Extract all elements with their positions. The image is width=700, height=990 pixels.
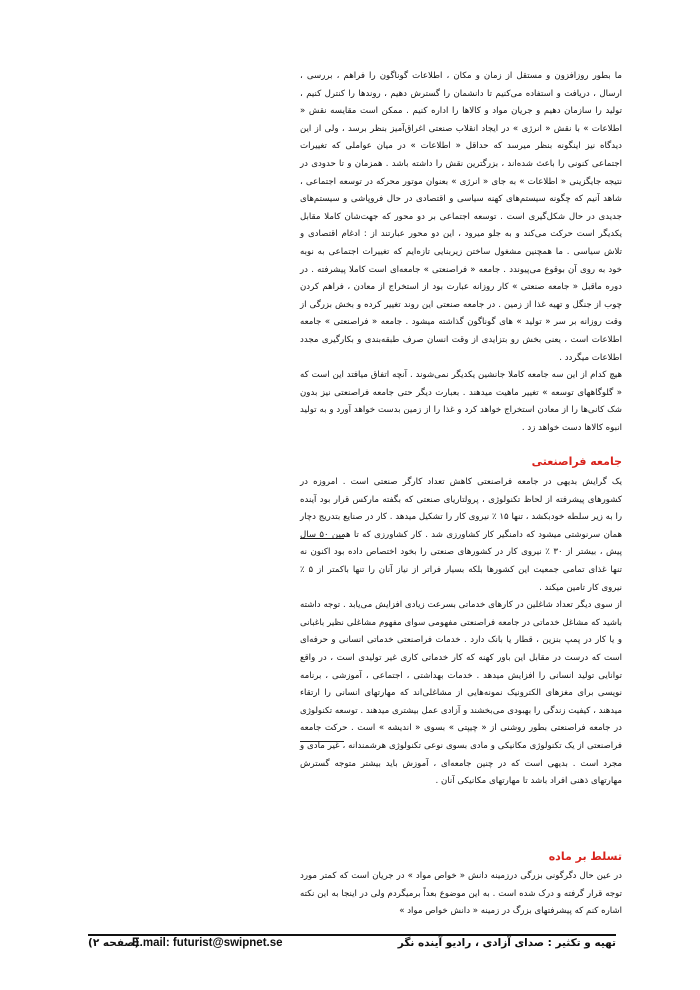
page-number: (صفحه ۲) [88,937,140,949]
divider-line [300,538,344,539]
section-paragraph: در عین حال دگرگونی بزرگی درزمینه دانش « خواص مواد » در جریان است که کمتر مورد توجه قرار گرفته و درک شده است . به این موضوع بعداً برمیگردم ولی در اینجا به این نکته اشاره کنم که پیشرفتهای بزرگ در زمینه « دانش خواص مواد » [300,871,622,917]
section-heading-post-industrial: جامعه فراصنعتی [531,455,622,468]
intro-text [300,68,622,437]
intro-paragraph: ما بطور روزافزون و مستقل از زمان و مکان ، اطلاعات گوناگون را فراهم ، بررسی ، ارسال ، دریافت و استفاده می‌کنیم تا دانشمان را گسترش دهیم ، روندها را کنترل کنیم ، تولید را سازمان دهیم و جریان مواد و کالاها را اداره کنیم . ممکن است مقایسه نقش « اطلاعات » با نقش « انرژی » در ایجاد انقلاب صنعتی اغراق‌آمیز بنظر برسد ، ولی از این دیدگاه نیز اینگونه بنظر میرسد که حداقل « اطلاعات » در میان عواملی که تغییرات اجتماعی کنونی را باعث شده‌اند ، بزرگترین نقش را داشته باشد . همزمان و تا حدودی در نتیجه جایگزینی « اطلاعات » به جای « انرژی » بعنوان موتور محرکه در توسعه اجتماعی ، شاهد آنیم که چگونه سیستم‌های کهنه سیاسی و اقتصادی در حال فروپاشی و سیستم‌های جدیدی در حال شکل‌گیری است . توسعه اجتماعی بر دو محور که جهت‌شان کاملا مقابل یکدیگر است حرکت می‌کند و به جلو میرود ، این دو محور عبارتند از : ادغام اقتصادی و تلاش سیاسی . ما همچنین مشغول ساختن زیربنایی تازه‌ایم که تغییرات اجتماعی به نوبه خود به روی آن بوقوع می‌پیوندد . جامعه « فراصنعتی » جامعه‌ای است کاملا پیشرفته . در دوره ماقبل « جامعه صنعتی » کار روزانه عبارت بود از استخراج از معادن ، فراهم کردن چوب از جنگل و تهیه غذا از زمین . در جامعه صنعتی این روند تغییر کرده و بخش بزرگی از وقت روزانه بر سر « تولید » های گوناگون گذاشته میشود . جامعه « فراصنعتی » جامعه اطلاعات است ، یعنی بخش رو بتزایدی از وقت انسان صرف طبقه‌بندی و بکارگیری مجدد اطلاعات میگردد . [300,71,622,363]
footer-email-link[interactable]: E.mail: futurist@swipnet.se [132,937,283,949]
section-mastery-of-matter-text [300,868,622,921]
footer-rule [88,934,616,936]
section-post-industrial-text [300,474,622,791]
section-paragraph: یک گرایش بدیهی در جامعه فراصنعتی کاهش تعداد کارگر صنعتی است . امروزه در کشورهای پیشرفته از لحاظ تکنولوژی ، پرولتاریای صنعتی که بگفته مارکس قرار بود آینده را به زیر سلطه خودبکشد ، تنها ۱۵ ٪ نیروی کار را تشکیل میدهد . کار در صنایع بتدریج دچار همان سرنوشتی میشود که دامنگیر کار کشاورزی شد . کار کشاورزی که تا همین ۵۰ سال پیش ، بیشتر از ۳۰ ٪ نیروی کار در کشورهای صنعتی را بخود اختصاص داده بود اکنون نه تنها غذای تمامی جمعیت این کشورها بلکه بسیار فراتر از نیاز آنان را تنها باکمتر از ۵ ٪ نیروی کار تامین میکند . [300,477,622,593]
divider-line [300,741,344,742]
section-paragraph: از سوی دیگر تعداد شاغلین در کارهای خدماتی بسرعت زیادی افزایش می‌یابد . توجه داشته باشید که مشاغل خدماتی در جامعه فراصنعتی مفهومی سوای مفهوم مشاغلی نظیر باغبانی و یا کار در پمپ بنزین ، قطار یا بانک دارد . خدمات فراصنعتی خدماتی انسانی و حرفه‌ای است که درست در مقابل این باور کهنه که کار خدماتی کاری غیر تولیدی است ، در واقع توانایی تولید انسانی را افزایش میدهد . خدمات بهداشتی ، اجتماعی ، آموزشی ، برنامه نویسی برای مغزهای الکترونیک نمونه‌هایی از مشاغلی‌اند که مهارتهای انسانی را ارتقاء میدهند ، کیفیت زندگی را بهبودی می‌بخشند و آزادی عمل بیشتری میدهند . توسعه تکنولوژی در جامعه فراصنعتی بطور روشنی از « چیپتی » بسوی « اندیشه » است . حرکت جامعه فراصنعتی از یک تکنولوژی مکانیکی و مادی بسوی نوعی تکنولوژی هرشمندانه ، غیر مادی و مجرد است . بدیهی است که در چنین جامعه‌ای ، آموزش باید بیشتر متوجه گسترش مهارتهای ذهنی افراد باشد تا مهارتهای مکانیکی آنان . [300,600,622,787]
section-heading-mastery-of-matter: تسلط بر ماده [548,850,622,863]
page-footer [88,937,616,957]
intro-paragraph: هیچ کدام از این سه جامعه کاملا جانشین یکدیگر نمی‌شوند . آنچه اتفاق میافتد این است که « گلوگاههای توسعه » تغییر ماهیت میدهند . بعبارت دیگر حتی جامعه فراصنعتی نیز بدون شک کانی‌ها را از معادن استخراج خواهد کرد و غذا را از زمین بدست خواهد آورد و به تولید انبوه کالاها دست خواهد زد . [300,370,622,433]
footer-credit: تهیه و تکثیر : صدای آزادی ، رادیو آینده نگر [397,937,616,949]
